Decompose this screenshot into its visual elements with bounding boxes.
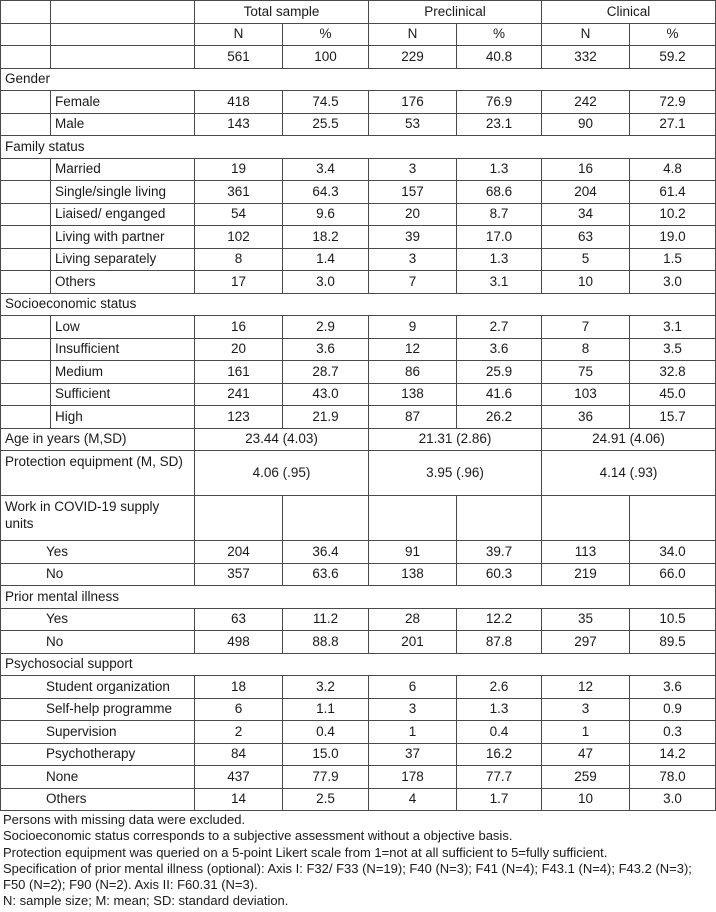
value-cell: 21.31 (2.86) <box>369 428 542 451</box>
value-cell: 1.3 <box>457 698 542 721</box>
value-cell: 16 <box>542 158 630 181</box>
indent-cell <box>1 361 51 384</box>
row-label: Yes <box>1 608 195 631</box>
value-cell: 0.4 <box>457 721 542 744</box>
value-cell: 5 <box>542 248 630 271</box>
note-line: Protection equipment was queried on a 5-point Likert scale from 1=not at all sufficient to 5=fully sufficient. <box>3 844 608 860</box>
value-cell: 8 <box>542 338 630 361</box>
total-cell: 332 <box>542 46 630 69</box>
table-row <box>1 181 716 204</box>
table-row <box>1 766 716 789</box>
table-row <box>1 226 716 249</box>
table-row <box>1 743 716 766</box>
value-cell: 219 <box>542 563 630 586</box>
value-cell: 3.6 <box>457 338 542 361</box>
value-cell: 1.3 <box>457 158 542 181</box>
value-cell: 16.2 <box>457 743 542 766</box>
value-cell: 138 <box>369 383 457 406</box>
value-cell: 20 <box>195 338 283 361</box>
value-cell: 53 <box>369 113 457 136</box>
row-label: Male <box>51 113 195 136</box>
value-cell: 45.0 <box>630 383 716 406</box>
header-group-row <box>1 1 716 24</box>
row-label: Living with partner <box>51 226 195 249</box>
value-cell: 498 <box>195 631 283 654</box>
value-cell: 12.2 <box>457 608 542 631</box>
empty-cell <box>630 496 716 541</box>
value-cell: 1.4 <box>283 248 369 271</box>
row-label: No <box>1 563 195 586</box>
value-cell: 60.3 <box>457 563 542 586</box>
value-cell: 35 <box>542 608 630 631</box>
note-line: Socioeconomic status corresponds to a subjective assessment without a objective basis. <box>3 828 513 844</box>
value-cell: 8.7 <box>457 203 542 226</box>
value-cell: 34.0 <box>630 541 716 564</box>
empty-cell <box>369 496 457 541</box>
value-cell: 20 <box>369 203 457 226</box>
table-body <box>1 1 716 811</box>
value-cell: 76.9 <box>457 91 542 114</box>
table-row <box>1 608 716 631</box>
value-cell: 77.9 <box>283 766 369 789</box>
value-cell: 18 <box>195 676 283 699</box>
row-label: Medium <box>51 361 195 384</box>
value-cell: 27.1 <box>630 113 716 136</box>
table-notes <box>0 811 715 910</box>
value-cell: 123 <box>195 406 283 429</box>
indent-cell <box>1 338 51 361</box>
value-cell: 21.9 <box>283 406 369 429</box>
value-cell: 7 <box>369 271 457 294</box>
value-cell: 78.0 <box>630 766 716 789</box>
value-cell: 15.0 <box>283 743 369 766</box>
value-cell: 4 <box>369 788 457 811</box>
header-blank <box>1 46 51 69</box>
note-line: Persons with missing data were excluded. <box>3 812 246 827</box>
value-cell: 28 <box>369 608 457 631</box>
indent-cell <box>1 406 51 429</box>
value-cell: 36.4 <box>283 541 369 564</box>
value-cell: 74.5 <box>283 91 369 114</box>
value-cell: 1.3 <box>457 248 542 271</box>
value-cell: 84 <box>195 743 283 766</box>
subcol-header: N <box>542 23 630 46</box>
total-cell: 100 <box>283 46 369 69</box>
table-row <box>1 406 716 429</box>
value-cell: 3.1 <box>630 316 716 339</box>
value-cell: 3.0 <box>630 788 716 811</box>
row-label: Self-help programme <box>1 698 195 721</box>
value-cell: 4.8 <box>630 158 716 181</box>
row-label: Age in years (M,SD) <box>1 428 195 451</box>
value-cell: 7 <box>542 316 630 339</box>
value-cell: 16 <box>195 316 283 339</box>
value-cell: 37 <box>369 743 457 766</box>
subcol-header: % <box>630 23 716 46</box>
value-cell: 19 <box>195 158 283 181</box>
empty-cell <box>283 496 369 541</box>
value-cell: 3 <box>542 698 630 721</box>
value-cell: 242 <box>542 91 630 114</box>
indent-cell <box>1 203 51 226</box>
value-cell: 0.4 <box>283 721 369 744</box>
header-blank <box>51 46 195 69</box>
indent-cell <box>1 316 51 339</box>
value-cell: 138 <box>369 563 457 586</box>
indent-cell <box>1 158 51 181</box>
value-cell: 2.6 <box>457 676 542 699</box>
value-cell: 259 <box>542 766 630 789</box>
value-cell: 63 <box>542 226 630 249</box>
value-cell: 3.0 <box>283 271 369 294</box>
value-cell: 23.1 <box>457 113 542 136</box>
value-cell: 66.0 <box>630 563 716 586</box>
value-cell: 3.0 <box>630 271 716 294</box>
value-cell: 87.8 <box>457 631 542 654</box>
value-cell: 91 <box>369 541 457 564</box>
section-row <box>1 496 716 541</box>
value-cell: 28.7 <box>283 361 369 384</box>
value-cell: 3.95 (.96) <box>369 451 542 496</box>
value-cell: 357 <box>195 563 283 586</box>
row-label: Others <box>1 788 195 811</box>
value-cell: 0.3 <box>630 721 716 744</box>
section-row <box>1 586 716 609</box>
table-row <box>1 541 716 564</box>
table-row <box>1 338 716 361</box>
row-label: Liaised/ enganged <box>51 203 195 226</box>
value-cell: 18.2 <box>283 226 369 249</box>
note-line: N: sample size; M: mean; SD: standard deviation. <box>3 893 289 909</box>
table-row <box>1 316 716 339</box>
value-cell: 2.5 <box>283 788 369 811</box>
section-title: Family status <box>1 136 716 159</box>
value-cell: 41.6 <box>457 383 542 406</box>
total-cell: 59.2 <box>630 46 716 69</box>
value-cell: 204 <box>195 541 283 564</box>
table-row <box>1 113 716 136</box>
value-cell: 9.6 <box>283 203 369 226</box>
value-cell: 10 <box>542 271 630 294</box>
value-cell: 4.14 (.93) <box>542 451 716 496</box>
value-cell: 10.2 <box>630 203 716 226</box>
value-cell: 25.9 <box>457 361 542 384</box>
value-cell: 54 <box>195 203 283 226</box>
indent-cell <box>1 113 51 136</box>
section-row <box>1 136 716 159</box>
section-title: Psychosocial support <box>1 653 716 676</box>
value-cell: 64.3 <box>283 181 369 204</box>
value-cell: 39 <box>369 226 457 249</box>
value-cell: 2.7 <box>457 316 542 339</box>
subcol-header: N <box>369 23 457 46</box>
value-cell: 47 <box>542 743 630 766</box>
header-blank <box>51 1 195 24</box>
value-cell: 3 <box>369 158 457 181</box>
indent-cell <box>1 271 51 294</box>
value-cell: 157 <box>369 181 457 204</box>
empty-cell <box>457 496 542 541</box>
value-cell: 2.9 <box>283 316 369 339</box>
table-row <box>1 698 716 721</box>
subcol-header: % <box>457 23 542 46</box>
value-cell: 3.5 <box>630 338 716 361</box>
row-label: Student organization <box>1 676 195 699</box>
value-cell: 8 <box>195 248 283 271</box>
value-cell: 176 <box>369 91 457 114</box>
indent-cell <box>1 248 51 271</box>
value-cell: 72.9 <box>630 91 716 114</box>
value-cell: 361 <box>195 181 283 204</box>
row-label: Others <box>51 271 195 294</box>
value-cell: 4.06 (.95) <box>195 451 369 496</box>
value-cell: 3.6 <box>283 338 369 361</box>
row-label: Protection equipment (M, SD) <box>1 451 195 496</box>
value-cell: 11.2 <box>283 608 369 631</box>
value-cell: 1.5 <box>630 248 716 271</box>
value-cell: 32.8 <box>630 361 716 384</box>
group-header: Total sample <box>195 1 369 24</box>
value-cell: 86 <box>369 361 457 384</box>
value-cell: 3.4 <box>283 158 369 181</box>
value-cell: 3 <box>369 698 457 721</box>
section-row <box>1 653 716 676</box>
indent-cell <box>1 383 51 406</box>
value-cell: 87 <box>369 406 457 429</box>
value-cell: 34 <box>542 203 630 226</box>
value-cell: 297 <box>542 631 630 654</box>
table-row <box>1 676 716 699</box>
header-blank <box>1 1 51 24</box>
group-header: Clinical <box>542 1 716 24</box>
indent-cell <box>1 181 51 204</box>
row-label: Sufficient <box>51 383 195 406</box>
value-cell: 1 <box>369 721 457 744</box>
value-cell: 2 <box>195 721 283 744</box>
subcol-header: N <box>195 23 283 46</box>
total-cell: 229 <box>369 46 457 69</box>
header-blank <box>51 23 195 46</box>
value-cell: 14.2 <box>630 743 716 766</box>
value-cell: 3 <box>369 248 457 271</box>
value-cell: 68.6 <box>457 181 542 204</box>
value-cell: 6 <box>369 676 457 699</box>
table-row <box>1 91 716 114</box>
value-cell: 201 <box>369 631 457 654</box>
value-cell: 26.2 <box>457 406 542 429</box>
value-cell: 241 <box>195 383 283 406</box>
row-label: Yes <box>1 541 195 564</box>
table-row <box>1 271 716 294</box>
row-label: Single/single living <box>51 181 195 204</box>
value-cell: 418 <box>195 91 283 114</box>
value-cell: 25.5 <box>283 113 369 136</box>
indent-cell <box>1 226 51 249</box>
section-title: Work in COVID-19 supply units <box>1 496 195 541</box>
table-row <box>1 788 716 811</box>
value-cell: 113 <box>542 541 630 564</box>
value-cell: 90 <box>542 113 630 136</box>
section-title: Prior mental illness <box>1 586 716 609</box>
row-label: Female <box>51 91 195 114</box>
value-cell: 77.7 <box>457 766 542 789</box>
empty-cell <box>195 496 283 541</box>
row-label: No <box>1 631 195 654</box>
value-cell: 24.91 (4.06) <box>542 428 716 451</box>
value-cell: 23.44 (4.03) <box>195 428 369 451</box>
table-row <box>1 631 716 654</box>
value-cell: 10 <box>542 788 630 811</box>
header-blank <box>1 23 51 46</box>
value-cell: 12 <box>369 338 457 361</box>
table-row <box>1 383 716 406</box>
subcol-header: % <box>283 23 369 46</box>
table-row <box>1 203 716 226</box>
value-cell: 103 <box>542 383 630 406</box>
value-cell: 204 <box>542 181 630 204</box>
value-cell: 17 <box>195 271 283 294</box>
value-cell: 143 <box>195 113 283 136</box>
row-label: Supervision <box>1 721 195 744</box>
value-cell: 102 <box>195 226 283 249</box>
value-cell: 61.4 <box>630 181 716 204</box>
value-cell: 36 <box>542 406 630 429</box>
value-cell: 39.7 <box>457 541 542 564</box>
protection-row <box>1 451 716 496</box>
value-cell: 161 <box>195 361 283 384</box>
value-cell: 12 <box>542 676 630 699</box>
row-label: Low <box>51 316 195 339</box>
section-row <box>1 293 716 316</box>
age-row <box>1 428 716 451</box>
total-cell: 561 <box>195 46 283 69</box>
value-cell: 1 <box>542 721 630 744</box>
value-cell: 3.6 <box>630 676 716 699</box>
section-title: Gender <box>1 68 716 91</box>
table-row <box>1 158 716 181</box>
value-cell: 88.8 <box>283 631 369 654</box>
row-label: High <box>51 406 195 429</box>
group-header: Preclinical <box>369 1 542 24</box>
value-cell: 178 <box>369 766 457 789</box>
value-cell: 19.0 <box>630 226 716 249</box>
value-cell: 437 <box>195 766 283 789</box>
table-row <box>1 361 716 384</box>
value-cell: 63.6 <box>283 563 369 586</box>
row-label: Living separately <box>51 248 195 271</box>
header-subcol-row <box>1 23 716 46</box>
value-cell: 63 <box>195 608 283 631</box>
note-line: Specification of prior mental illness (optional): Axis I: F32/ F33 (N=19); F40 (N=3); F41 (N=4); F43.1 (N=4); F43.2 (N=3); F50 (N=2); F90 (N=2). Axis II: F60.31 (N=3). <box>3 860 692 893</box>
value-cell: 1.7 <box>457 788 542 811</box>
row-label: None <box>1 766 195 789</box>
section-row <box>1 68 716 91</box>
indent-cell <box>1 91 51 114</box>
totals-row <box>1 46 716 69</box>
value-cell: 0.9 <box>630 698 716 721</box>
empty-cell <box>542 496 630 541</box>
value-cell: 6 <box>195 698 283 721</box>
table-row <box>1 721 716 744</box>
table-row <box>1 563 716 586</box>
value-cell: 89.5 <box>630 631 716 654</box>
value-cell: 43.0 <box>283 383 369 406</box>
row-label: Psychotherapy <box>1 743 195 766</box>
table-row <box>1 248 716 271</box>
value-cell: 3.2 <box>283 676 369 699</box>
value-cell: 3.1 <box>457 271 542 294</box>
row-label: Insufficient <box>51 338 195 361</box>
value-cell: 17.0 <box>457 226 542 249</box>
value-cell: 1.1 <box>283 698 369 721</box>
value-cell: 75 <box>542 361 630 384</box>
total-cell: 40.8 <box>457 46 542 69</box>
section-title: Socioeconomic status <box>1 293 716 316</box>
value-cell: 10.5 <box>630 608 716 631</box>
value-cell: 15.7 <box>630 406 716 429</box>
row-label: Married <box>51 158 195 181</box>
value-cell: 14 <box>195 788 283 811</box>
value-cell: 9 <box>369 316 457 339</box>
